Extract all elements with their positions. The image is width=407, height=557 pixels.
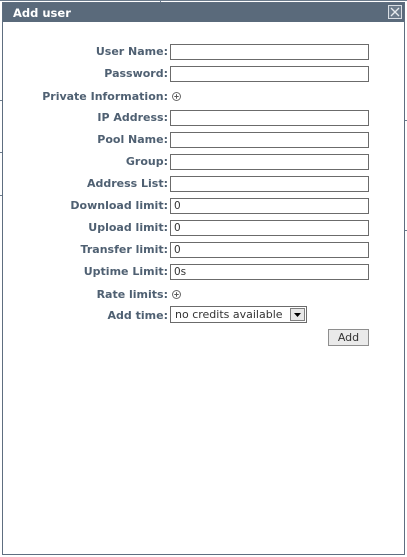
private-information-expand-icon[interactable] (172, 92, 181, 101)
background-page-edge (0, 0, 407, 1)
private-information-label: Private Information: (42, 90, 168, 103)
add-time-label: Add time: (107, 309, 168, 322)
rate-limits-expand-icon[interactable] (172, 290, 181, 299)
rate-limits-label: Rate limits: (96, 288, 168, 301)
download-limit-input[interactable] (170, 198, 369, 214)
add-button[interactable]: Add (328, 329, 369, 346)
uptime-limit-input[interactable] (170, 264, 369, 280)
ip-address-input[interactable] (170, 110, 369, 126)
transfer-limit-input[interactable] (170, 242, 369, 258)
download-limit-label: Download limit: (70, 199, 168, 212)
address-list-input[interactable] (170, 176, 369, 192)
close-button[interactable] (388, 5, 402, 19)
group-label: Group: (125, 155, 168, 168)
add-time-selected-value: no credits available (175, 308, 283, 321)
dropdown-arrow[interactable] (290, 308, 305, 321)
pool-name-input[interactable] (170, 132, 369, 148)
upload-limit-input[interactable] (170, 220, 369, 236)
chevron-down-icon (291, 309, 304, 320)
dialog-titlebar[interactable] (3, 3, 404, 22)
password-input[interactable] (170, 66, 369, 82)
password-label: Password: (104, 67, 168, 80)
transfer-limit-label: Transfer limit: (80, 243, 168, 256)
close-icon (390, 7, 400, 17)
pool-name-label: Pool Name: (97, 133, 168, 146)
dialog-title: Add user (13, 6, 71, 20)
uptime-limit-label: Uptime Limit: (83, 265, 168, 278)
address-list-label: Address List: (86, 177, 168, 190)
user-name-label: User Name: (95, 45, 168, 58)
user-name-input[interactable] (170, 44, 369, 60)
upload-limit-label: Upload limit: (88, 221, 168, 234)
group-input[interactable] (170, 154, 369, 170)
add-time-select[interactable] (170, 306, 307, 323)
ip-address-label: IP Address: (97, 111, 168, 124)
